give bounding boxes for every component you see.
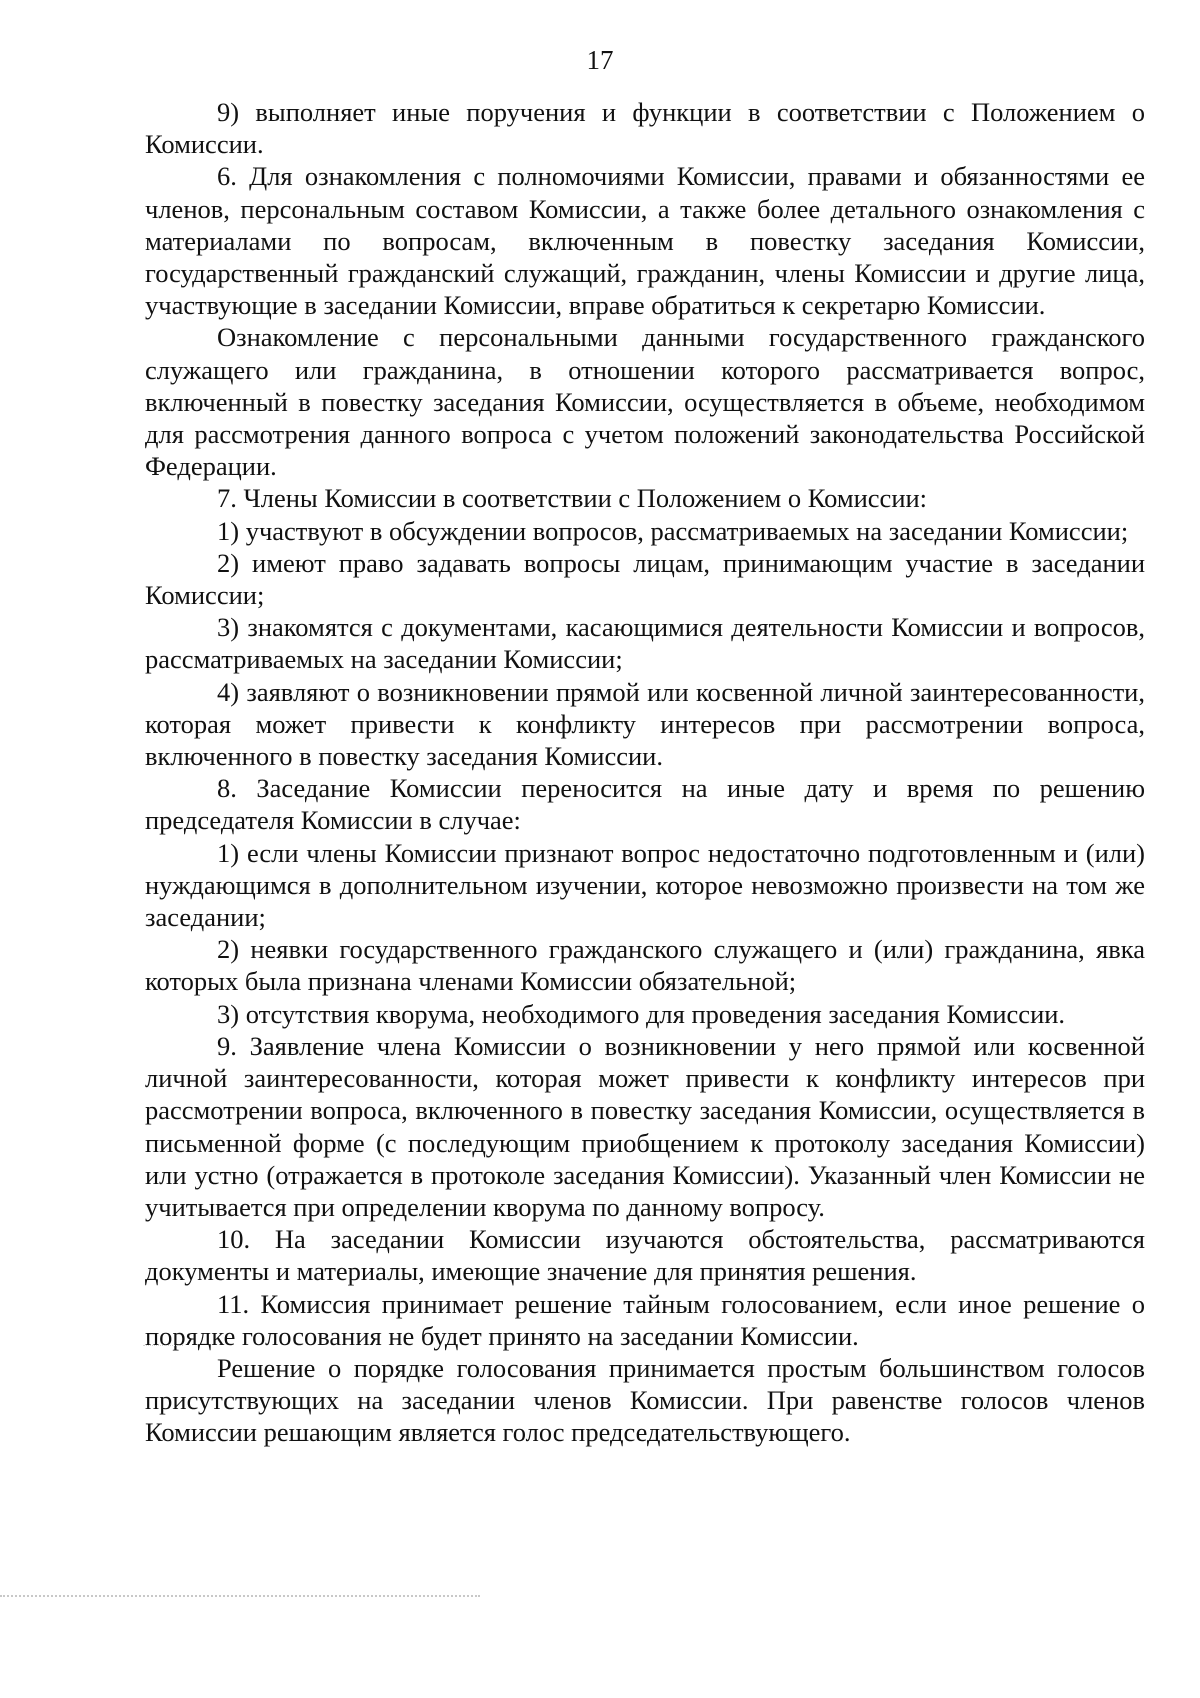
paragraph-section-8-item-3: 3) отсутствия кворума, необходимого для проведения заседания Комиссии. [217,998,1066,1029]
document-body [145,96,1145,1449]
paragraph-section-7-item-4: 4) заявляют о возникновении прямой или косвенной личной заинтересованности, которая может привести к конфликту интересов при рассмотрении вопроса, включенного в повестку заседания Комиссии. [145,676,1145,772]
paragraph-section-7: 7. Члены Комиссии в соответствии с Положением о Комиссии: [217,483,928,514]
paragraph-section-7-item-1: 1) участвуют в обсуждении вопросов, рассматриваемых на заседании Комиссии; [217,515,1129,546]
paragraph-section-8: 8. Заседание Комиссии переносится на иные дату и время по решению председателя Комиссии в случае: [145,773,1145,836]
paragraph-item-9: 9) выполняет иные поручения и функции в соответствии с Положением о Комиссии. [145,97,1145,160]
paragraph-section-10: 10. На заседании Комиссии изучаются обстоятельства, рассматриваются документы и материалы, имеющие значение для принятия решения. [145,1224,1145,1287]
scan-artifact-mark [143,1345,183,1346]
paragraph-section-6: 6. Для ознакомления с полномочиями Комиссии, правами и обязанностями ее членов, персональным составом Комиссии, а также более детального ознакомления с материалами по вопросам, включенным в повестку заседания Комиссии, государственный гражданский служащий, гражданин, члены Комиссии и другие лица, участвующие в заседании Комиссии, вправе обратиться к секретарю Комиссии. [145,161,1145,321]
paragraph-section-8-item-2: 2) неявки государственного гражданского служащего и (или) гражданина, явка которых была признана членами Комиссии обязательной; [145,934,1145,997]
paragraph-voting-decision: Решение о порядке голосования принимается простым большинством голосов присутствующих на заседании членов Комиссии. При равенстве голосов членов Комиссии решающим является голос председательствующего. [145,1352,1145,1448]
paragraph-section-7-item-2: 2) имеют право задавать вопросы лицам, принимающим участие в заседании Комиссии; [145,547,1145,611]
paragraph-section-11: 11. Комиссия принимает решение тайным голосованием, если иное решение о порядке голосования не будет принято на заседании Комиссии. [145,1288,1145,1351]
paragraph-personal-data: Ознакомление с персональными данными государственного гражданского служащего или гражданина, в отношении которого рассматривается вопрос, включенный в повестку заседания Комиссии, осуществляется в объеме, необходимом для рассмотрения данного вопроса с учетом положений законодательства Российской Федерации. [145,322,1145,482]
scan-artifact-dots [0,1595,480,1597]
paragraph-section-7-item-3: 3) знакомятся с документами, касающимися деятельности Комиссии и вопросов, рассматриваемых на заседании Комиссии; [145,612,1145,675]
paragraph-section-9: 9. Заявление члена Комиссии о возникновении у него прямой или косвенной личной заинтересованности, которая может привести к конфликту интересов при рассмотрении вопроса, включенного в повестку заседания Комиссии, осуществляется в письменной форме (с последующим приобщением к протоколу заседания Комиссии) или устно (отражается в протоколе заседания Комиссии). Указанный член Комиссии не учитывается при определении кворума по данному вопросу. [145,1030,1145,1222]
page-number: 17 [586,45,614,75]
paragraph-section-8-item-1: 1) если члены Комиссии признают вопрос недостаточно подготовленным и (или) нуждающимся в дополнительном изучении, которое невозможно произвести на том же заседании; [145,837,1145,933]
